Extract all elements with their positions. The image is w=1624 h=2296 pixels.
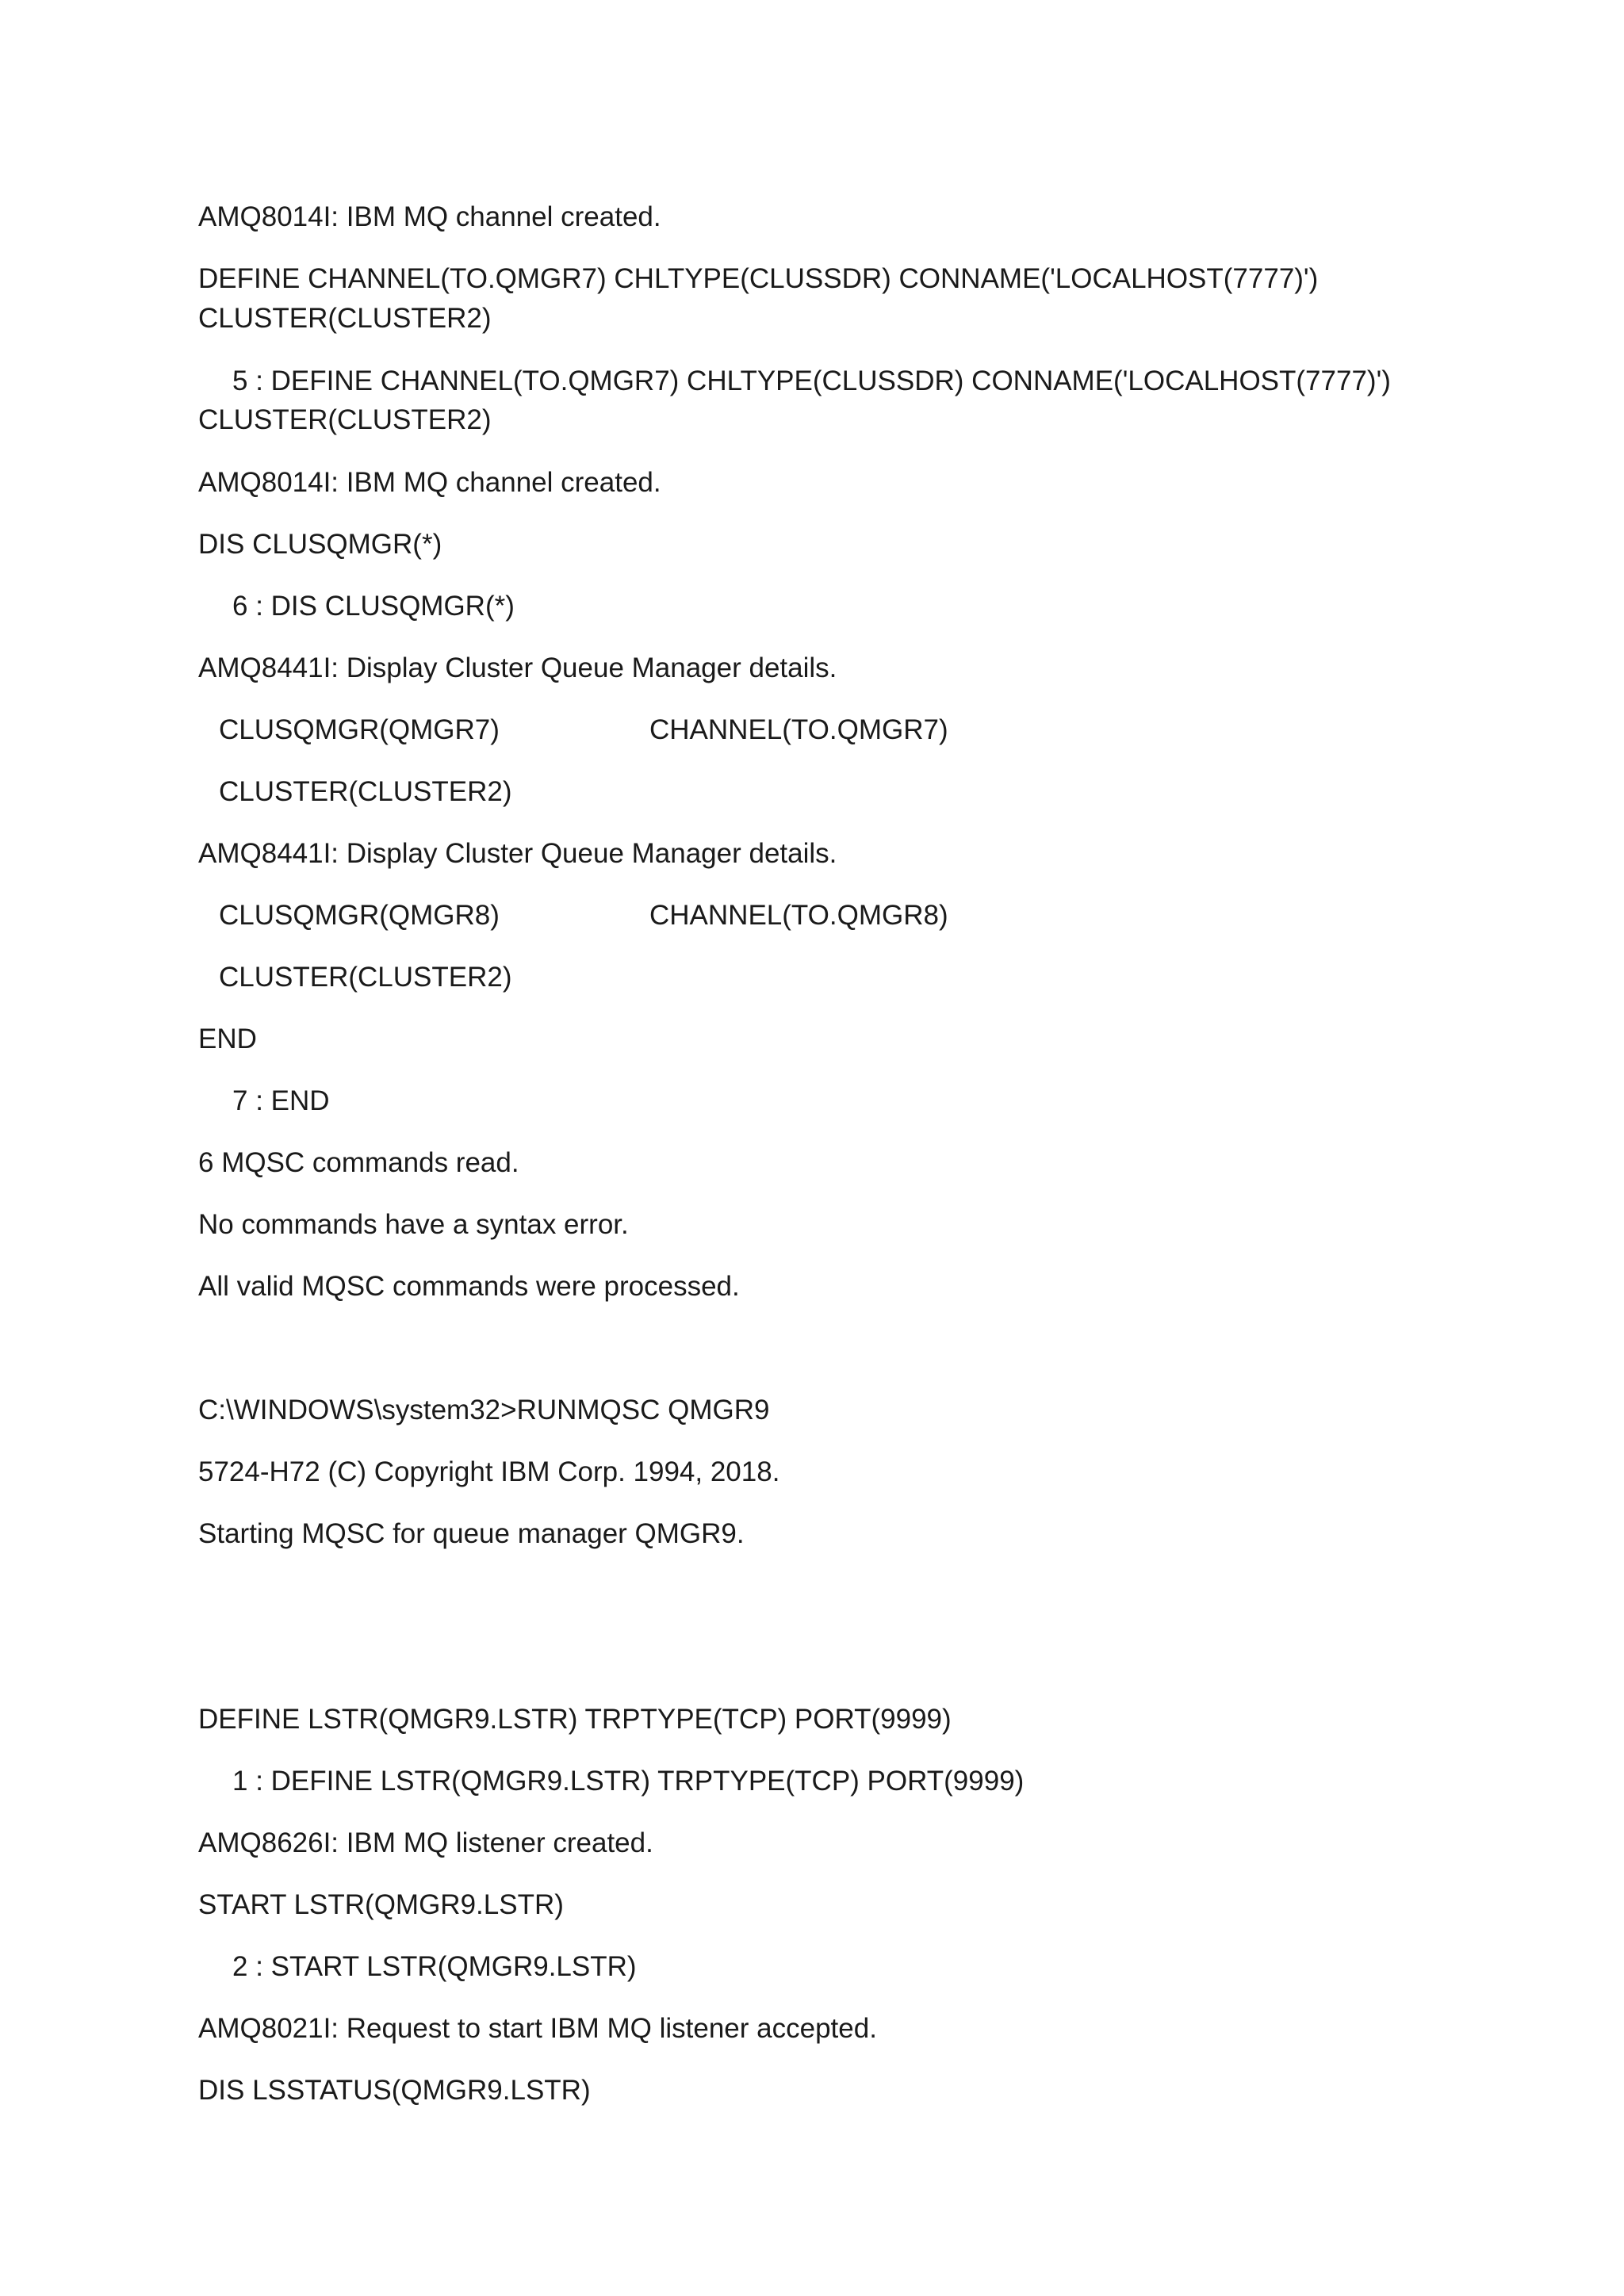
channel-to-qmgr7: CHANNEL(TO.QMGR7) bbox=[649, 714, 948, 745]
output-listener-created: AMQ8626I: IBM MQ listener created. bbox=[198, 1827, 653, 1858]
command-define-channel-continued: CLUSTER(CLUSTER2) bbox=[198, 303, 492, 334]
summary-all-processed: All valid MQSC commands were processed. bbox=[198, 1271, 740, 1302]
summary-no-syntax-error: No commands have a syntax error. bbox=[198, 1209, 629, 1240]
starting-mqsc-line: Starting MQSC for queue manager QMGR9. bbox=[198, 1518, 745, 1549]
echo-end: 7 : END bbox=[232, 1085, 330, 1116]
clusqmgr-qmgr7: CLUSQMGR(QMGR7) bbox=[219, 714, 500, 745]
command-start-listener: START LSTR(QMGR9.LSTR) bbox=[198, 1889, 564, 1920]
command-define-channel: DEFINE CHANNEL(TO.QMGR7) CHLTYPE(CLUSSDR) CONNAME('LOCALHOST(7777)') bbox=[198, 263, 1319, 294]
copyright-line: 5724-H72 (C) Copyright IBM Corp. 1994, 2018. bbox=[198, 1456, 780, 1487]
clusqmgr-qmgr8: CLUSQMGR(QMGR8) bbox=[219, 900, 500, 931]
output-display-cluster-qmgr-2: AMQ8441I: Display Cluster Queue Manager details. bbox=[198, 838, 837, 869]
cluster-cluster2-b: CLUSTER(CLUSTER2) bbox=[219, 962, 512, 993]
command-define-listener: DEFINE LSTR(QMGR9.LSTR) TRPTYPE(TCP) PORT(9999) bbox=[198, 1704, 952, 1735]
echo-define-channel-continued: CLUSTER(CLUSTER2) bbox=[198, 404, 492, 435]
echo-define-channel: 5 : DEFINE CHANNEL(TO.QMGR7) CHLTYPE(CLUSSDR) CONNAME('LOCALHOST(7777)') bbox=[232, 365, 1391, 396]
command-end: END bbox=[198, 1024, 257, 1054]
output-line-channel-created: AMQ8014I: IBM MQ channel created. bbox=[198, 201, 661, 232]
echo-define-listener: 1 : DEFINE LSTR(QMGR9.LSTR) TRPTYPE(TCP) PORT(9999) bbox=[232, 1766, 1025, 1797]
summary-commands-read: 6 MQSC commands read. bbox=[198, 1147, 519, 1178]
echo-start-listener: 2 : START LSTR(QMGR9.LSTR) bbox=[232, 1951, 637, 1982]
command-dis-clusqmgr: DIS CLUSQMGR(*) bbox=[198, 529, 442, 560]
output-listener-start-accepted: AMQ8021I: Request to start IBM MQ listener accepted. bbox=[198, 2013, 877, 2044]
cluster-cluster2-a: CLUSTER(CLUSTER2) bbox=[219, 776, 512, 807]
command-dis-lsstatus: DIS LSSTATUS(QMGR9.LSTR) bbox=[198, 2075, 591, 2106]
output-line-channel-created-2: AMQ8014I: IBM MQ channel created. bbox=[198, 467, 661, 498]
prompt-runmqsc-qmgr9: C:\WINDOWS\system32>RUNMQSC QMGR9 bbox=[198, 1395, 770, 1425]
channel-to-qmgr8: CHANNEL(TO.QMGR8) bbox=[649, 900, 948, 931]
echo-dis-clusqmgr: 6 : DIS CLUSQMGR(*) bbox=[232, 591, 515, 622]
output-display-cluster-qmgr: AMQ8441I: Display Cluster Queue Manager details. bbox=[198, 652, 837, 683]
